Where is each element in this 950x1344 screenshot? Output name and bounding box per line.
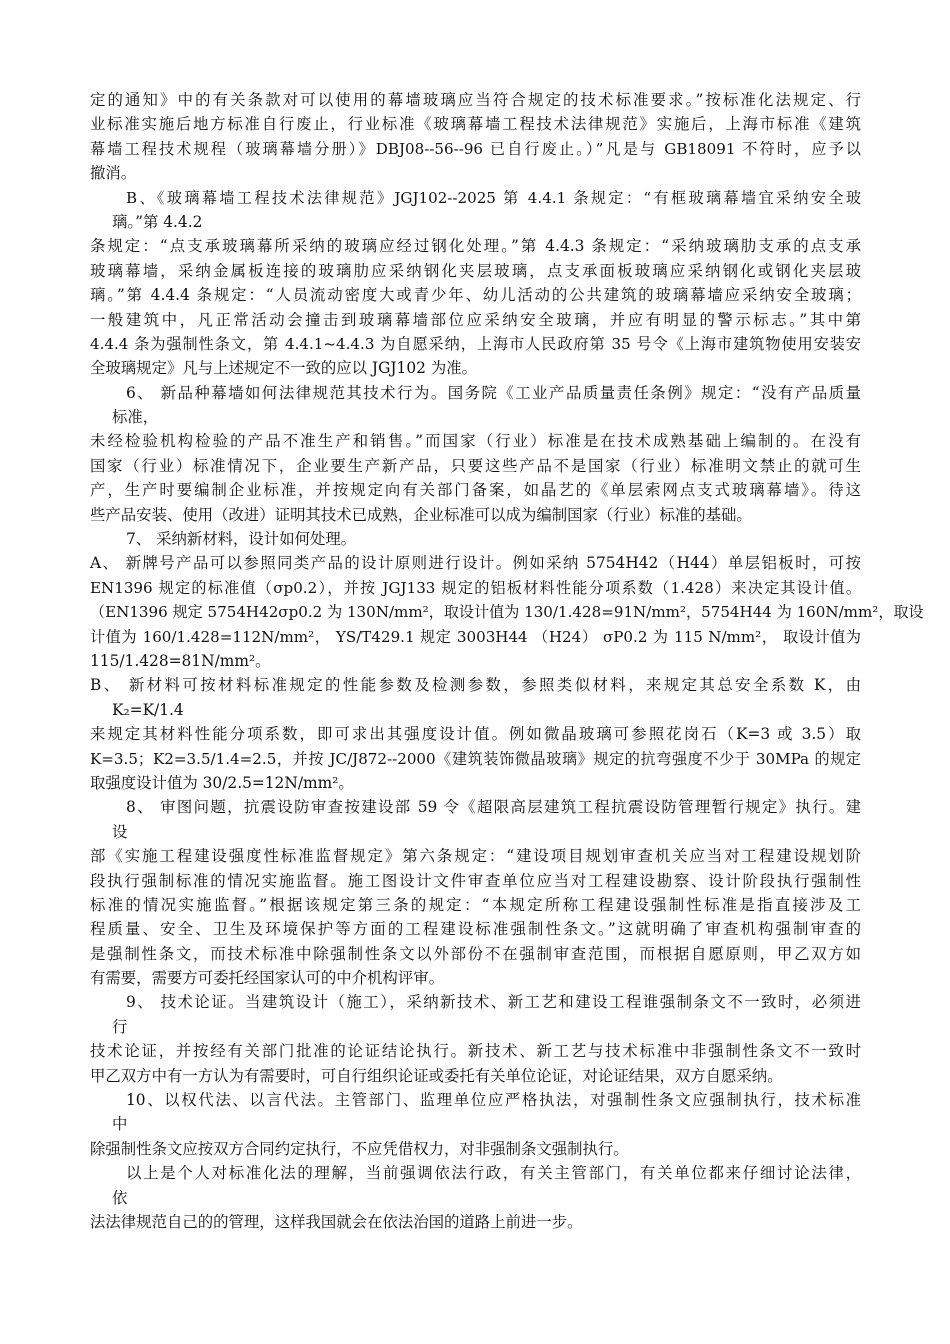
text-line: 来规定其材料性能分项系数，即可求出其强度设计值。例如微晶玻璃可参照花岗石（K=3 或 3.5）取 (90, 725, 861, 744)
text-line: 标准， (112, 408, 159, 427)
text-line: K₂=K/1.4 (112, 700, 184, 719)
text-line: 以上是个人对标准化法的理解，当前强调依法行政，有关主管部门，有关单位都来仔细讨论法律， (126, 1164, 861, 1183)
text-line: EN1396 规定的标准值（σp0.2），并按 JGJ133 规定的铝板材料性能分项系数（1.428）来决定其设计值。 (90, 578, 861, 597)
text-line: 10、以权代法、以言代法。主管部门、监理单位应严格执法，对强制性条文应强制执行，技术标准 (126, 1091, 861, 1110)
text-line: 7、 采纳新材料，设计如何处理。 (126, 530, 357, 549)
text-line: 设 (112, 822, 128, 841)
text-line: 是强制性条文，而技术标准中除强制性条文以外部份不在强制审查范围，而根据自愿原则，甲乙双方如 (90, 944, 861, 963)
text-line: 9、 技术论证。当建筑设计（施工），采纳新技术、新工艺和建设工程谁强制条文不一致时，必须进 (126, 993, 861, 1012)
text-line: 些产品安装、使用（改进）证明其技术已成熟，企业标准可以成为编制国家（行业）标准的基础。 (90, 505, 752, 524)
text-line: 璃。”第 4.4.2 (112, 212, 203, 231)
text-line: 行 (112, 1017, 128, 1036)
text-line: B、《玻璃幕墙工程技术法律规范》JGJ102--2025 第 4.4.1 条规定：“有框玻璃幕墙宜采纳安全玻 (126, 188, 861, 207)
text-line: 取强度设计值为 30/2.5=12N/mm²。 (90, 773, 354, 792)
text-line: 定的通知》中的有关条款对可以使用的幕墙玻璃应当符合规定的技术标准要求。”按标准化法规定、行 (90, 91, 861, 109)
text-line: K=3.5；K2=3.5/1.4=2.5，并按 JC/J872--2000《建筑装饰微晶玻璃》规定的抗弯强度不少于 30MPa 的规定 (90, 749, 861, 768)
text-line: 计值为 160/1.428=112N/mm²， YS/T429.1 规定 3003H44 （H24） σP0.2 为 115 N/mm²， 取设计值为 (90, 627, 861, 646)
text-line: 条规定：“点支承玻璃幕所采纳的玻璃应经过钢化处理。”第 4.4.3 条规定：“采纳玻璃肋支承的点支承 (90, 237, 861, 256)
text-line: 依 (112, 1188, 128, 1207)
text-line: 玻璃幕墙，采纳金属板连接的玻璃肋应采纳钢化夹层玻璃，点支承面板玻璃应采纳钢化或钢化夹层玻 (90, 261, 861, 280)
text-line: 幕墙工程技术规程（玻璃幕墙分册）》DBJ08--56--96 已自行废止。）”凡是与 GB18091 不符时，应予以 (90, 139, 861, 158)
text-line: 部《实施工程建设强度性标准监督规定》第六条规定：“建设项目规划审查机关应当对工程建设规划阶 (90, 847, 861, 866)
text-line: 璃。”第 4.4.4 条规定：“人员流动密度大或青少年、幼儿活动的公共建筑的玻璃幕墙应采纳安全玻璃； (90, 286, 861, 305)
text-line: 法法律规范自己的的管理，这样我国就会在依法治国的道路上前进一步。 (90, 1212, 583, 1231)
text-line: 115/1.428=81N/mm²。 (90, 651, 271, 670)
text-line: 业标准实施后地方标准自行废止，行业标准《玻璃幕墙工程技术法律规范》实施后，上海市标准《建筑 (90, 115, 861, 134)
text-line: 全玻璃规定》凡与上述规定不一致的应以 JGJ102 为准。 (90, 359, 477, 378)
text-line: 甲乙双方中有一方认为有需要时，可自行组织论证或委托有关单位论证，对论证结果，双方自愿采纳。 (90, 1066, 783, 1085)
text-line: 4.4.4 条为强制性条文，第 4.4.1~4.4.3 为自愿采纳，上海市人民政府第 35 号令《上海市建筑物使用安装安 (90, 334, 861, 353)
text-line: 中 (112, 1115, 128, 1134)
text-line: 程质量、安全、卫生及环境保护等方面的工程建设标准强制性条文。”这就明确了审查机构强制审查的 (90, 920, 861, 939)
text-line: 撤消。 (90, 164, 137, 183)
text-line: 有需要，需要方可委托经国家认可的中介机构评审。 (90, 969, 444, 988)
text-line: 6、 新品种幕墙如何法律规范其技术行为。国务院《工业产品质量责任条例》规定：“没有产品质量 (126, 383, 861, 402)
text-line: 除强制性条文应按双方合同约定执行，不应凭借权力，对非强制条文强制执行。 (90, 1139, 629, 1158)
text-line: （EN1396 规定 5754H42σp0.2 为 130N/mm²，取设计值为 130/1.428=91N/mm²，5754H44 为 160N/mm²，取设 (90, 603, 924, 622)
text-line: 技术论证，并按经有关部门批准的论证结论执行。新技术、新工艺与技术标准中非强制性条文不一致时 (90, 1042, 861, 1061)
text-line: 8、 审图问题，抗震设防审查按建设部 59 令《超限高层建筑工程抗震设防管理暂行规定》执行。建 (126, 798, 861, 817)
text-line: 一般建筑中，凡正常活动会撞击到玻璃幕墙部位应采纳安全玻璃，并应有明显的警示标志。”其中第 (90, 310, 861, 329)
text-line: B、 新材料可按材料标准规定的性能参数及检测参数，参照类似材料，来规定其总安全系数 K，由 (90, 676, 861, 695)
text-line: 段执行强制标准的情况实施监督。施工图设计文件审查单位应当对工程建设勘察、设计阶段执行强制性 (90, 871, 861, 890)
text-line: 未经检验机构检验的产品不准生产和销售。”而国家（行业）标准是在技术成熟基础上编制的。在没有 (90, 432, 861, 451)
document-page (90, 88, 924, 1234)
text-line: 标准的情况实施监督。”根据该规定第三条的规定：“本规定所称工程建设强制性标准是指直接涉及工 (90, 895, 861, 914)
text-line: 国家（行业）标准情况下，企业要生产新产品，只要这些产品不是国家（行业）标准明文禁止的就可生 (90, 456, 861, 475)
text-line: A、 新牌号产品可以参照同类产品的设计原则进行设计。例如采纳 5754H42（H44）单层铝板时，可按 (90, 554, 861, 573)
text-line: 产，生产时要编制企业标准，并按规定向有关部门备案，如晶艺的《单层索网点支式玻璃幕墙》。待这 (90, 481, 861, 500)
